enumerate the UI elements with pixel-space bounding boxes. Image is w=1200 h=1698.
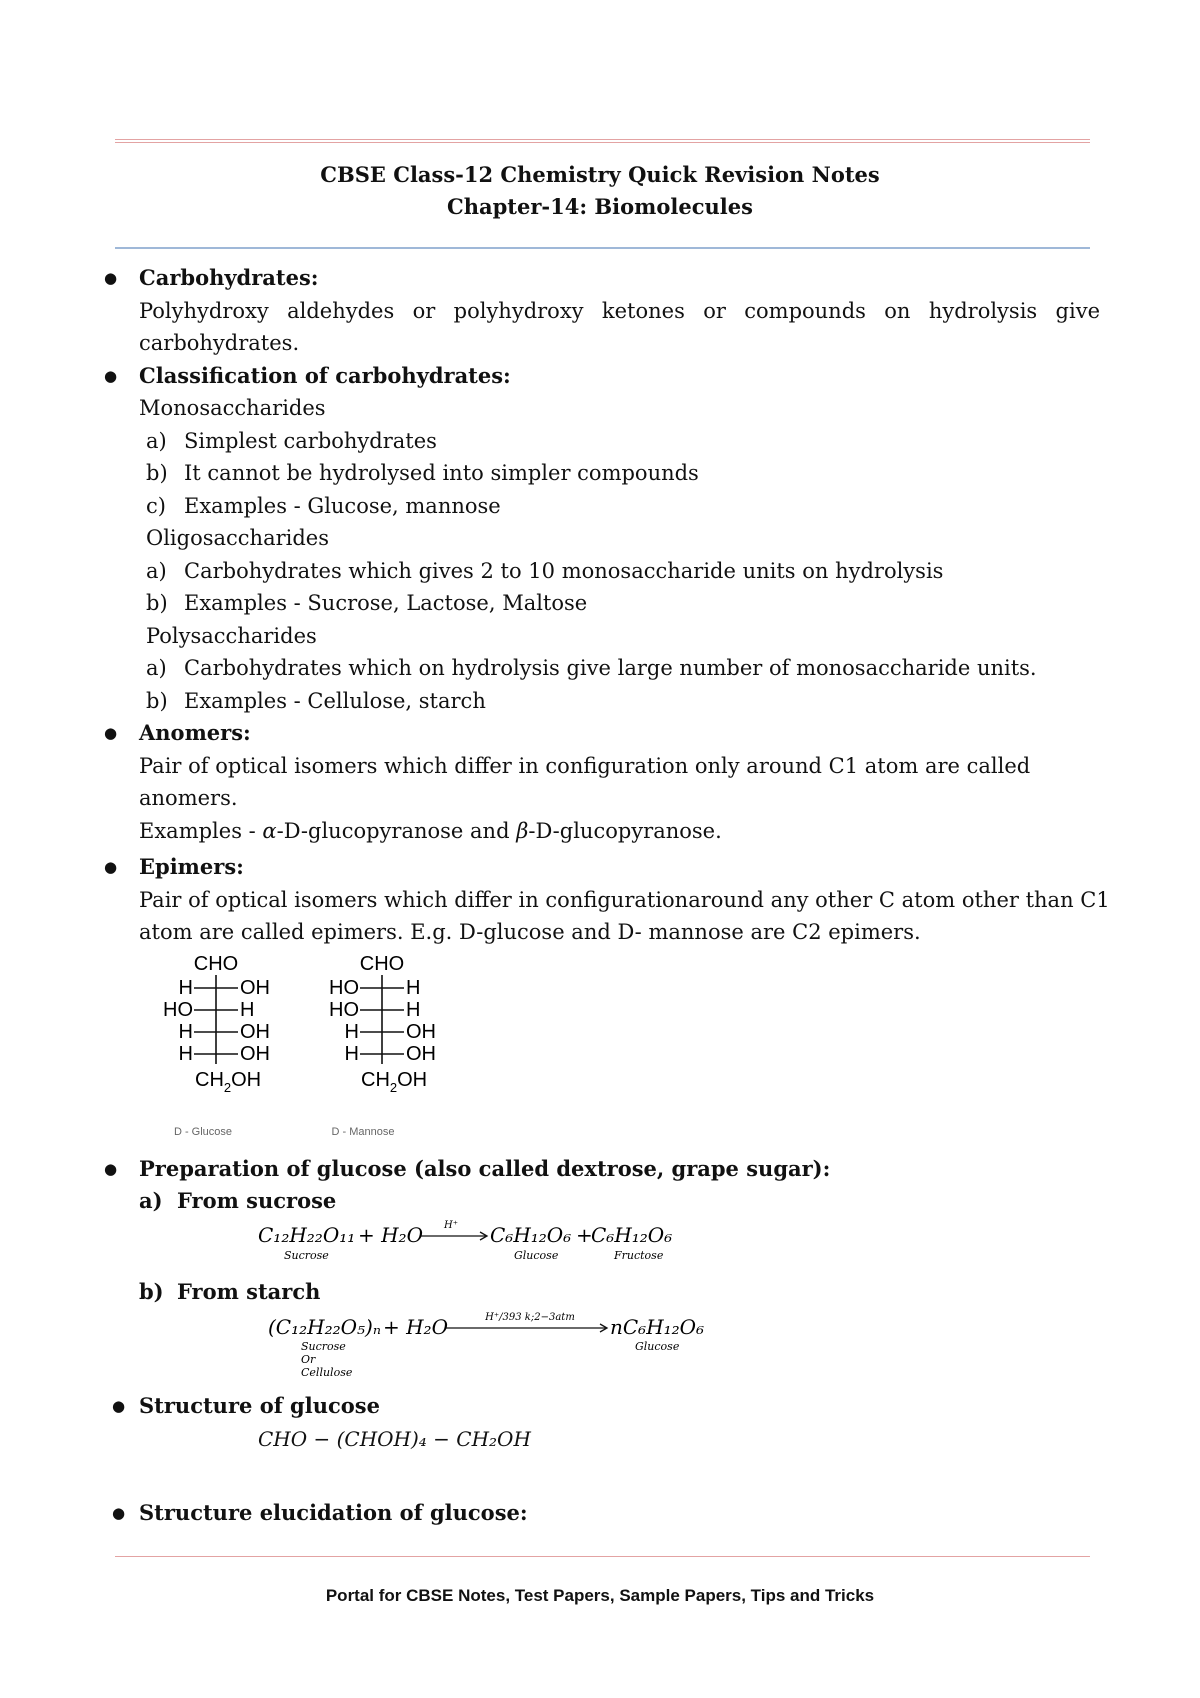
section-text: Pair of optical isomers which differ in configuration only around C1 atom are called anomers. [139,753,1031,810]
examples-prefix: Examples - [139,818,263,843]
section-heading: Structure of glucose [139,1393,380,1418]
section-classification [0,360,1200,718]
mannose-top: CHO [359,952,405,975]
eq2-conditions: H⁺/393 k;2−3atm [485,1312,575,1323]
group-item [139,457,1100,490]
group-item-text: Carbohydrates which gives 2 to 10 monosaccharide units on hydrolysis [184,558,944,583]
equation-starch [268,1308,1200,1388]
eq2-product: nC₆H₁₂O₆ [610,1315,705,1339]
eq1-under-p2: Fructose [614,1248,664,1262]
section-heading: Anomers: [139,720,251,745]
eq2-water: + H₂O [383,1315,448,1339]
alpha-symbol: α [262,818,277,843]
section-preparation [0,1153,1200,1218]
group-item-text: Examples - Cellulose, starch [184,688,486,713]
section-epimers [0,851,1200,949]
fischer-projections [139,949,1200,1139]
chapter-title: Chapter-14: Biomolecules [447,194,753,219]
fischer-diagram [139,949,459,1139]
eq1-water: + H₂O [358,1222,423,1247]
group-item-text: It cannot be hydrolysed into simpler compounds [184,461,699,485]
mannose-row-right: H [406,998,421,1021]
footer-text: Portal for CBSE Notes, Test Papers, Sample Papers, Tips and Tricks [325,1586,875,1605]
bullet-icon: ● [104,724,118,742]
group-name: Monosaccharides [139,396,326,420]
bullet-icon: ● [112,1397,126,1415]
mannose-bottom: $CH_2OH$ [361,1068,428,1095]
group-item [139,652,1100,685]
group-item-text: Examples - Glucose, mannose [184,493,501,518]
glucose-row-right: OH [240,976,270,999]
prep-a [139,1185,1100,1218]
group-item-label: c) [146,493,166,518]
eq1-reactant: C₁₂H₂₂O₁₁ [258,1222,356,1247]
equation-starch-svg [268,1308,728,1388]
bullet-icon: ● [104,269,118,287]
bullet-icon: ● [112,1503,126,1522]
glucose-row-left: HO [163,998,193,1021]
section-carbohydrates [0,262,1200,360]
page-title: CBSE Class-12 Chemistry Quick Revision Notes [320,162,880,187]
mannose-row-left: HO [329,976,359,999]
section-text-line1: Pair of optical isomers which differ in configurationaround any other C atom other than C1 [139,887,1110,912]
eq2-reactant: (C₁₂H₂₂O₅)ₙ [268,1315,381,1339]
equation-sucrose [258,1218,1200,1274]
group-item-label: a) [146,656,167,680]
prep-b-label: b) [139,1278,164,1304]
header-rule [115,139,1090,143]
glucose-top: CHO [193,952,239,975]
group-item-label: a) [146,428,167,453]
group-item-label: b) [146,461,168,485]
group-item-label: b) [146,591,168,615]
mannose-row-right: H [406,976,421,999]
alpha-name: -D-glucopyranose and [276,818,517,843]
group-item [139,490,1100,523]
mannose-row-left: HO [329,998,359,1021]
group-item-text: Simplest carbohydrates [184,428,437,453]
bullet-icon: ● [104,858,118,876]
eq1-product1: C₆H₁₂O₆ [490,1222,572,1247]
group-name: Oligosaccharides [146,526,330,550]
beta-symbol: β [516,818,529,843]
prep-b [0,1276,1200,1309]
equation-sucrose-svg [258,1218,718,1274]
prep-a-label: a) [139,1188,163,1213]
mannose-row-right: OH [406,1020,436,1043]
glucose-row-left: H [178,976,193,999]
glucose-formula: CHO − (CHOH)₄ − CH₂OH [258,1426,531,1451]
bullet-icon: ● [104,366,118,385]
mannose-projection [329,953,436,1138]
eq2-under-3: Cellulose [301,1366,353,1379]
eq1-catalyst: H⁺ [444,1219,458,1231]
section-text-line2: atom are called epimers. E.g. D-glucose and D- mannose are C2 epimers. [139,920,921,944]
glucose-row-right: H [240,998,255,1021]
glucose-row-left: H [178,1020,193,1043]
eq1-under-p1: Glucose [514,1248,559,1262]
bullet-icon: ● [104,1159,118,1178]
eq2-under-product: Glucose [635,1340,680,1353]
group-item [139,685,1100,718]
section-heading: Carbohydrates: [139,265,319,290]
section-heading: Epimers: [139,854,244,879]
eq2-under-2: Or [301,1353,316,1366]
beta-name: -D-glucopyranose. [528,818,722,843]
glucose-bottom: $CH_2OH$ [195,1068,262,1095]
group-item-label: b) [146,688,168,713]
mannose-row-left: H [344,1042,359,1065]
footer-rule [115,1556,1090,1557]
mannose-caption: D - Mannose [331,1125,395,1138]
eq2-under-1: Sucrose [301,1340,346,1353]
group-item [139,425,1100,458]
mannose-row-left: H [344,1020,359,1043]
group-item [139,555,1100,588]
anomer-examples [139,815,1100,848]
eq1-under-reactant: Sucrose [284,1248,329,1262]
eq1-product2: C₆H₁₂O₆ [591,1222,673,1247]
group-item [139,587,1100,620]
section-anomers [0,717,1200,847]
eq1-plus: + [576,1222,593,1247]
glucose-row-right: OH [240,1020,270,1043]
group-name: Polysaccharides [146,623,317,648]
classification-groups [139,392,1100,717]
section-heading: Preparation of glucose (also called dextrose, grape sugar): [139,1155,831,1181]
title-rule [115,247,1090,249]
glucose-row-left: H [178,1042,193,1065]
glucose-projection [163,953,270,1138]
group-item-text: Carbohydrates which on hydrolysis give large number of monosaccharide units. [184,656,1037,680]
glucose-row-right: OH [240,1042,270,1065]
section-structure [0,1390,1200,1423]
prep-b-text: From starch [177,1278,321,1304]
group-item-text: Examples - Sucrose, Lactose, Maltose [184,591,588,615]
notes-content [0,262,1200,1529]
section-heading: Structure elucidation of glucose: [139,1499,528,1525]
section-elucidation [0,1497,1200,1530]
mannose-row-right: OH [406,1042,436,1065]
glucose-caption: D - Glucose [173,1125,233,1138]
prep-a-text: From sucrose [177,1188,337,1213]
section-heading: Classification of carbohydrates: [139,362,511,388]
group-item-label: a) [146,558,167,583]
section-text: Polyhydroxy aldehydes or polyhydroxy ketones or compounds on hydrolysis give carbohydrates. [139,298,1100,355]
